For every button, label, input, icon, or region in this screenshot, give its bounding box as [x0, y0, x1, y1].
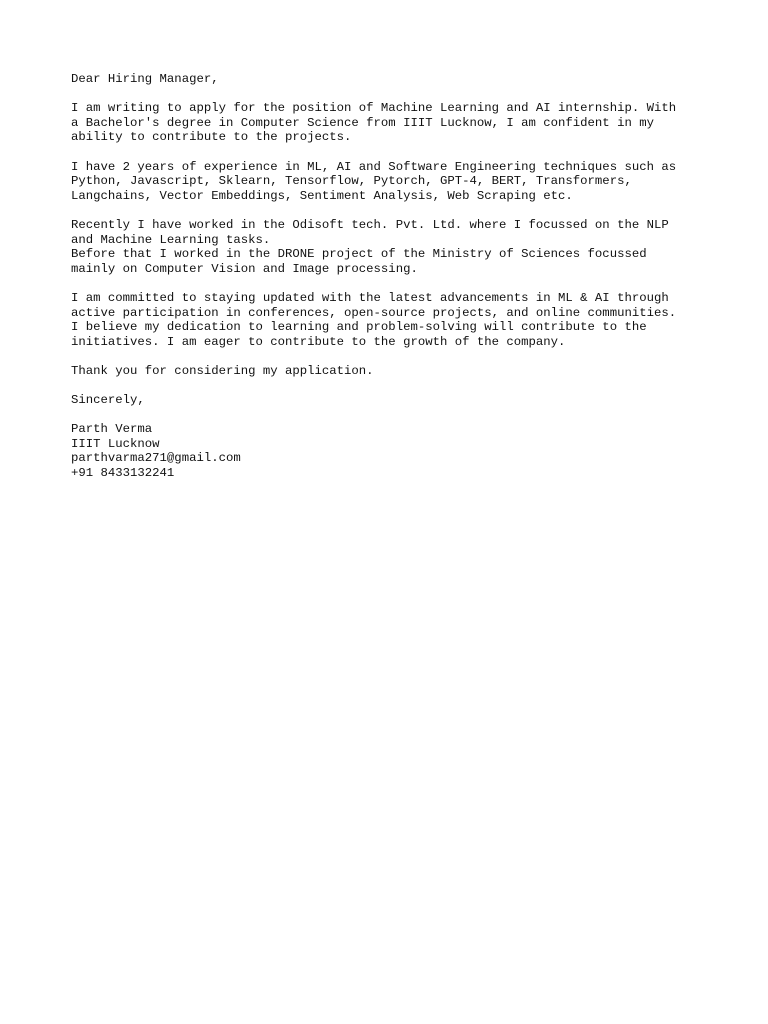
spacer — [71, 203, 711, 218]
paragraph-line: ability to contribute to the projects. — [71, 130, 352, 145]
signature-name: Parth Verma — [71, 422, 153, 437]
spacer — [71, 276, 711, 291]
signature-email: parthvarma271@gmail.com — [71, 451, 241, 466]
paragraph-work-history — [71, 218, 711, 276]
paragraph-line: I believe my dedication to learning and problem-solving will contribute to the — [71, 320, 647, 335]
paragraph-line: a Bachelor's degree in Computer Science from IIIT Lucknow, I am confident in my — [71, 115, 654, 130]
spacer — [71, 145, 711, 160]
paragraph-commitment — [71, 291, 711, 349]
paragraph-line: Langchains, Vector Embeddings, Sentiment Analysis, Web Scraping etc. — [71, 188, 573, 203]
paragraph-line: I have 2 years of experience in ML, AI and Software Engineering techniques such as — [71, 159, 677, 174]
paragraph-line: Python, Javascript, Sklearn, Tensorflow, Pytorch, GPT-4, BERT, Transformers, — [71, 174, 632, 189]
paragraph-intro — [71, 101, 711, 145]
paragraph-line: initiatives. I am eager to contribute to the growth of the company. — [71, 334, 566, 349]
paragraph-line: active participation in conferences, open-source projects, and online communities. — [71, 305, 677, 320]
signature-block — [71, 422, 711, 480]
thanks-line: Thank you for considering my application. — [71, 363, 374, 378]
paragraph-line: I am committed to staying updated with the latest advancements in ML & AI through — [71, 290, 669, 305]
paragraph-line: I am writing to apply for the position of Machine Learning and AI internship. With — [71, 101, 677, 116]
closing-line: Sincerely, — [71, 393, 145, 408]
signature-institution: IIIT Lucknow — [71, 436, 160, 451]
spacer — [71, 378, 711, 393]
spacer — [71, 87, 711, 102]
paragraph-line: Recently I have worked in the Odisoft tech. Pvt. Ltd. where I focussed on the NLP — [71, 217, 669, 232]
paragraph-experience — [71, 160, 711, 204]
signature-phone: +91 8433132241 — [71, 466, 175, 481]
salutation: Dear Hiring Manager, — [71, 72, 219, 86]
paragraph-line: mainly on Computer Vision and Image processing. — [71, 261, 418, 276]
letter-document — [71, 72, 711, 481]
spacer — [71, 349, 711, 364]
paragraph-line: Before that I worked in the DRONE project of the Ministry of Sciences focussed — [71, 247, 647, 262]
paragraph-line: and Machine Learning tasks. — [71, 232, 271, 247]
spacer — [71, 408, 711, 423]
